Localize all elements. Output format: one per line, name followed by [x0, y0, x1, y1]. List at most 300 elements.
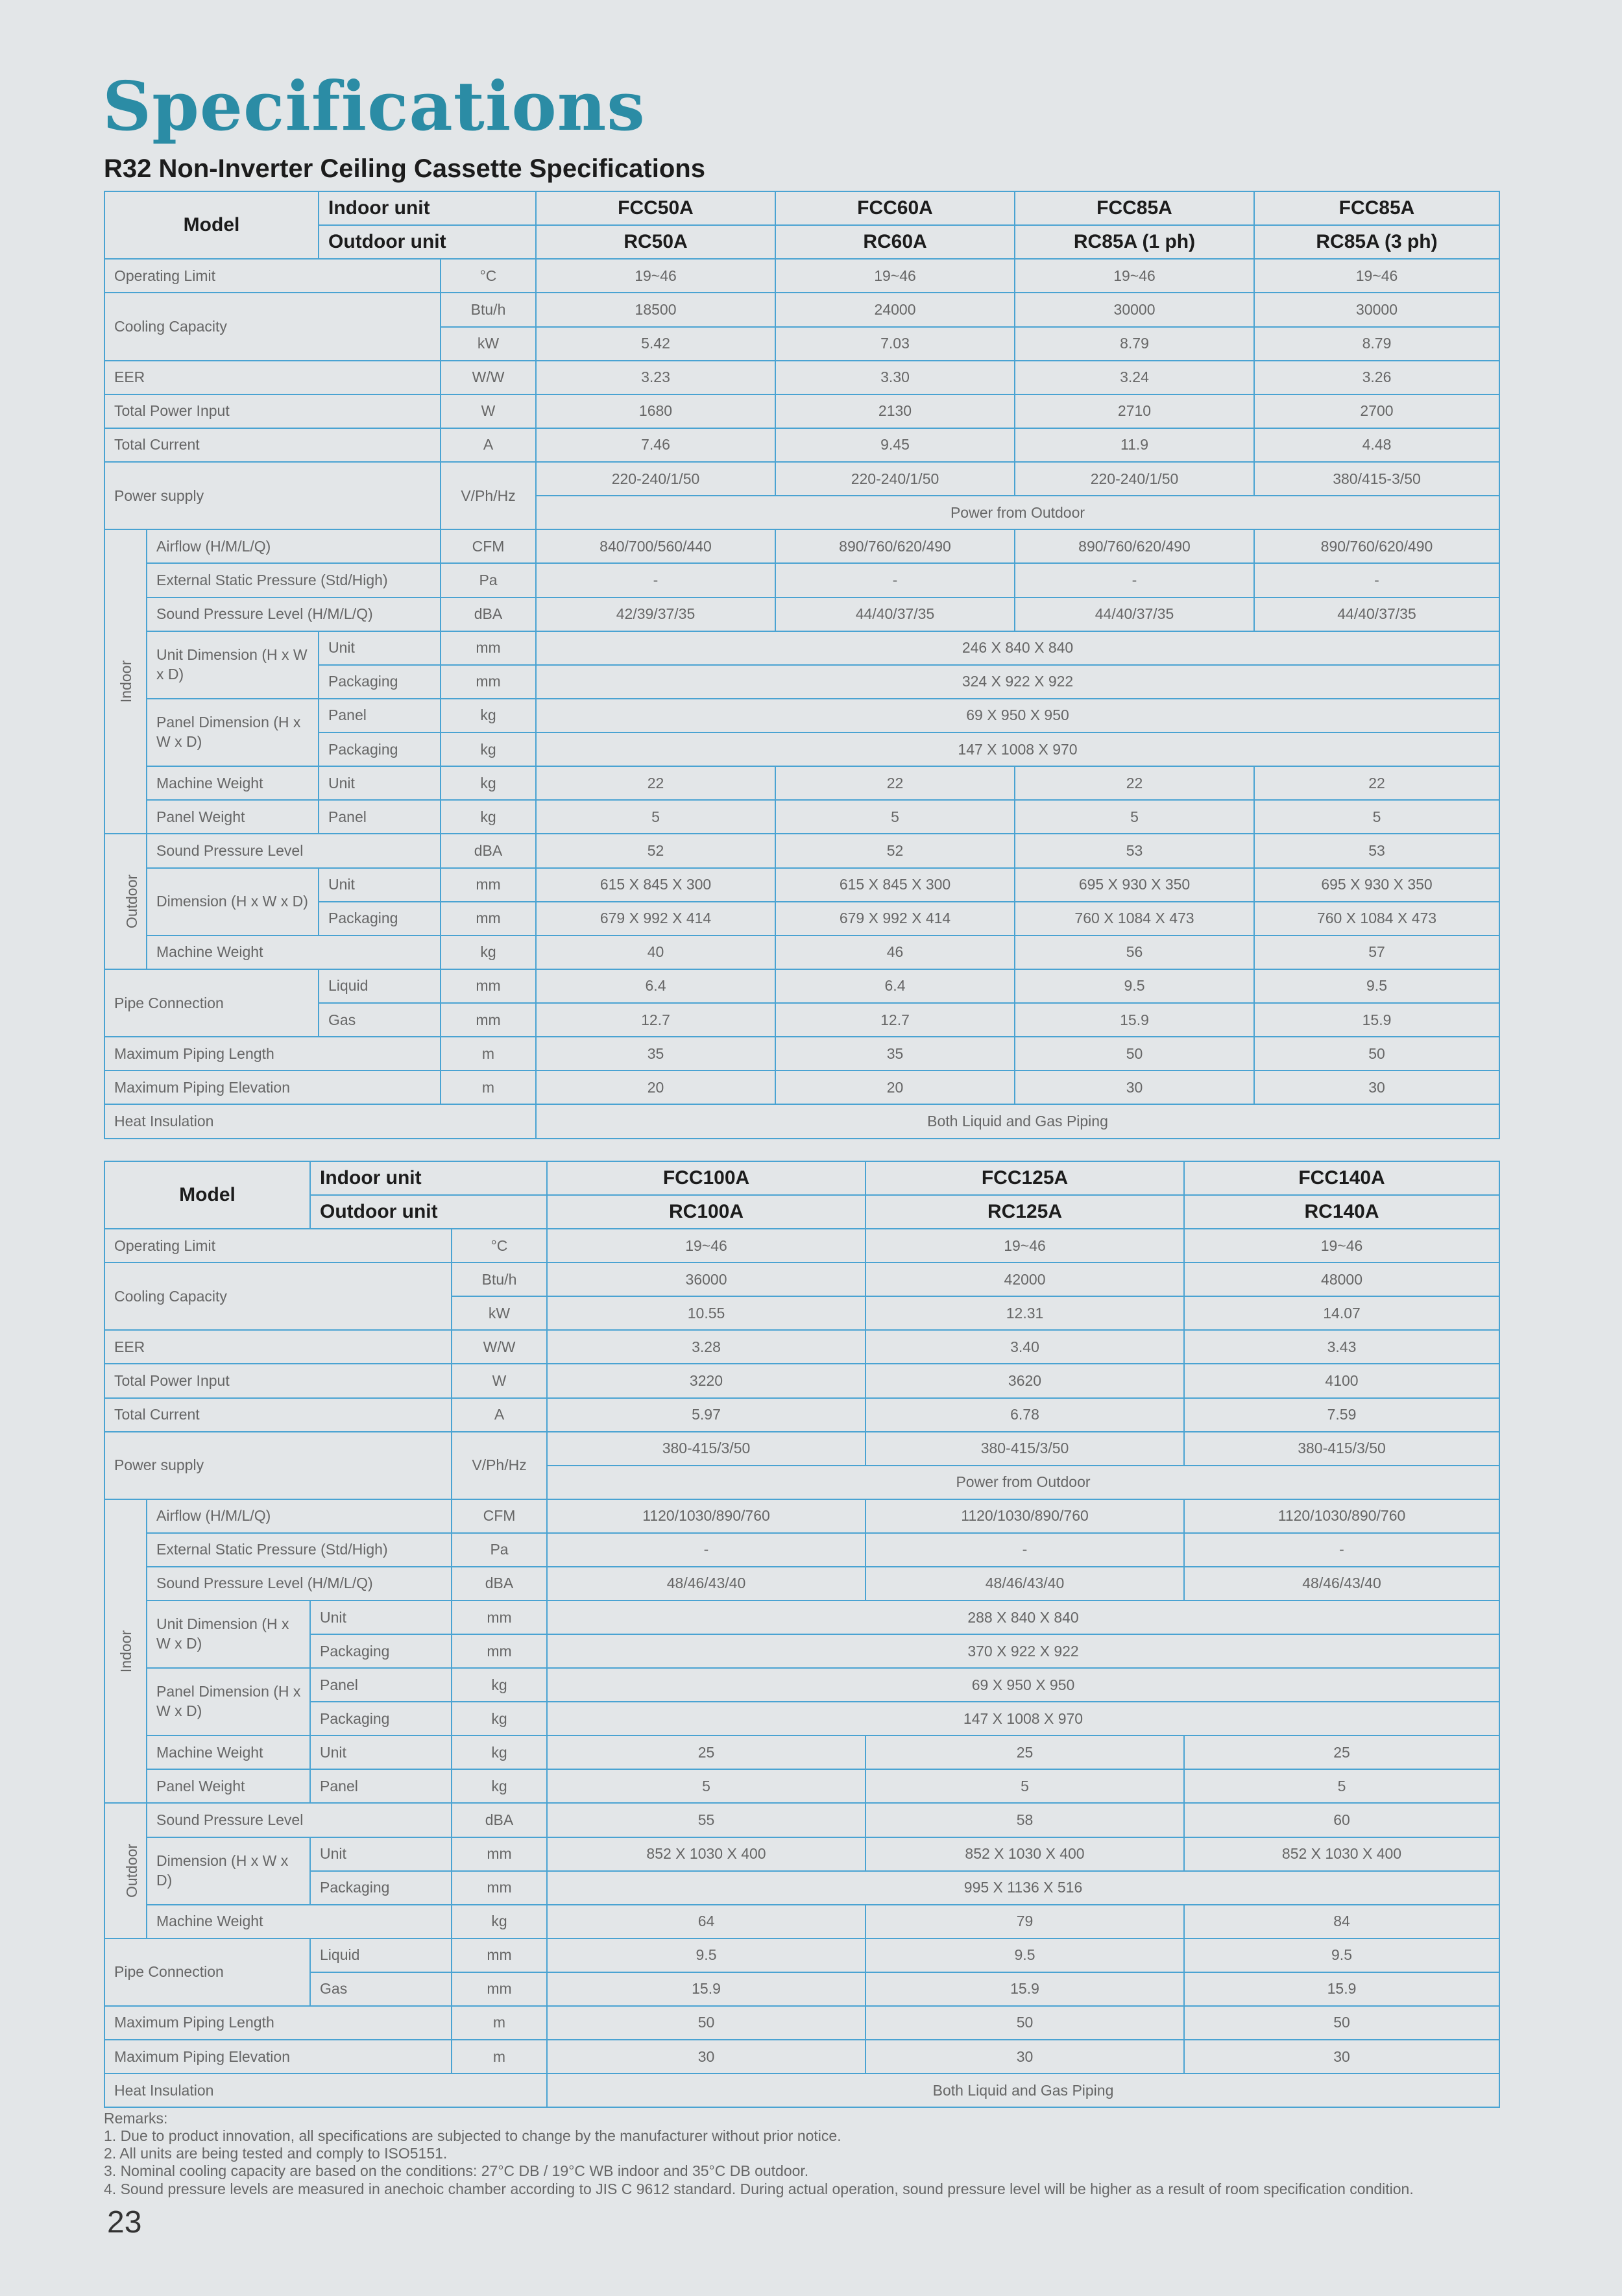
airflow-label: Airflow (H/M/L/Q) — [147, 529, 441, 563]
machine-weight-label: Machine Weight — [147, 936, 441, 969]
unit-cell: Btu/h — [441, 293, 536, 326]
row-outdoor-spl — [104, 1803, 1499, 1837]
value-cell: 1680 — [536, 394, 775, 428]
value-cell: 246 X 840 X 840 — [536, 631, 1499, 665]
row-pipe-liquid — [104, 1939, 1499, 1972]
max-piping-length-label: Maximum Piping Length — [104, 1037, 441, 1070]
unit-cell: mm — [452, 1837, 547, 1871]
value-cell: 324 X 922 X 922 — [536, 665, 1499, 699]
value-cell: 852 X 1030 X 400 — [865, 1837, 1184, 1871]
value-cell: 30 — [1184, 2040, 1499, 2073]
unit-cell: kg — [441, 800, 536, 834]
value-cell: 12.7 — [775, 1003, 1015, 1037]
spl-hmlq-label: Sound Pressure Level (H/M/L/Q) — [147, 1567, 452, 1601]
value-cell: 3.24 — [1015, 361, 1254, 394]
row-indoor-spl — [104, 598, 1499, 631]
value-cell: 380-415/3/50 — [865, 1432, 1184, 1466]
unit-cell: kg — [441, 699, 536, 732]
value-cell: 760 X 1084 X 473 — [1015, 902, 1254, 936]
row-total-current — [104, 428, 1499, 462]
value-cell: 9.5 — [1184, 1939, 1499, 1972]
value-cell: 615 X 845 X 300 — [536, 868, 775, 902]
value-cell: 9.45 — [775, 428, 1015, 462]
indoor-section-label: Indoor — [104, 1499, 147, 1804]
row-machine-weight-outdoor — [104, 1905, 1499, 1939]
unit-sub-label: Unit — [310, 1601, 452, 1634]
packaging-sub-label: Packaging — [319, 732, 441, 766]
value-cell: 50 — [547, 2006, 865, 2040]
value-cell: 48/46/43/40 — [865, 1567, 1184, 1601]
panel-sub-label: Panel — [310, 1668, 452, 1702]
pipe-connection-label: Pipe Connection — [104, 1939, 310, 2006]
unit-cell: mm — [452, 1871, 547, 1905]
row-panel-dim-panel — [104, 1668, 1499, 1702]
value-cell: 5.97 — [547, 1398, 865, 1432]
row-max-piping-elevation — [104, 1070, 1499, 1104]
unit-cell: Btu/h — [452, 1263, 547, 1296]
operating-limit-label: Operating Limit — [104, 1229, 452, 1263]
indoor-unit-label: Indoor unit — [319, 191, 536, 225]
row-panel-weight — [104, 800, 1499, 834]
pipe-connection-label: Pipe Connection — [104, 969, 319, 1037]
unit-cell: kg — [441, 936, 536, 969]
value-cell: 380/415-3/50 — [1254, 462, 1499, 496]
indoor-model-cell: FCC140A — [1184, 1161, 1499, 1195]
power-supply-label: Power supply — [104, 1432, 452, 1499]
row-unit-dim-unit — [104, 631, 1499, 665]
unit-cell: V/Ph/Hz — [452, 1432, 547, 1499]
value-cell: 3.40 — [865, 1330, 1184, 1364]
outdoor-model-cell: RC125A — [865, 1195, 1184, 1229]
value-cell: 3.23 — [536, 361, 775, 394]
row-total-power-input — [104, 394, 1499, 428]
value-cell: 7.03 — [775, 327, 1015, 361]
indoor-unit-label: Indoor unit — [310, 1161, 547, 1195]
heat-insulation-label: Heat Insulation — [104, 2073, 547, 2107]
row-eer — [104, 1330, 1499, 1364]
value-cell: 40 — [536, 936, 775, 969]
value-cell: 18500 — [536, 293, 775, 326]
value-cell: 890/760/620/490 — [775, 529, 1015, 563]
unit-cell: W — [452, 1364, 547, 1397]
value-cell: 36000 — [547, 1263, 865, 1296]
max-piping-elevation-label: Maximum Piping Elevation — [104, 2040, 452, 2073]
unit-cell: m — [441, 1037, 536, 1070]
row-indoor-model — [104, 191, 1499, 225]
liquid-sub-label: Liquid — [310, 1939, 452, 1972]
unit-cell: kW — [441, 327, 536, 361]
value-cell: 15.9 — [547, 1972, 865, 2006]
value-cell: 695 X 930 X 350 — [1254, 868, 1499, 902]
value-cell: 25 — [1184, 1735, 1499, 1769]
value-cell: 24000 — [775, 293, 1015, 326]
row-outdoor-model — [104, 1195, 1499, 1229]
value-cell: 35 — [536, 1037, 775, 1070]
outdoor-model-cell: RC85A (1 ph) — [1015, 225, 1254, 259]
value-cell: 840/700/560/440 — [536, 529, 775, 563]
unit-cell: dBA — [441, 834, 536, 867]
value-cell: 679 X 992 X 414 — [775, 902, 1015, 936]
power-supply-label: Power supply — [104, 462, 441, 529]
value-cell: 380-415/3/50 — [547, 1432, 865, 1466]
unit-cell: A — [452, 1398, 547, 1432]
packaging-sub-label: Packaging — [310, 1702, 452, 1735]
value-cell: 22 — [1254, 766, 1499, 800]
value-cell: Both Liquid and Gas Piping — [536, 1104, 1499, 1138]
dimension-label: Dimension (H x W x D) — [147, 1837, 310, 1905]
value-cell: 50 — [865, 2006, 1184, 2040]
value-cell: 19~46 — [536, 259, 775, 293]
value-cell: 30 — [1015, 1070, 1254, 1104]
total-current-label: Total Current — [104, 428, 441, 462]
value-cell: 19~46 — [1254, 259, 1499, 293]
value-cell: 14.07 — [1184, 1296, 1499, 1330]
power-supply-note: Power from Outdoor — [536, 496, 1499, 529]
row-machine-weight-outdoor — [104, 936, 1499, 969]
row-panel-dim-panel — [104, 699, 1499, 732]
value-cell: 3.26 — [1254, 361, 1499, 394]
cooling-capacity-label: Cooling Capacity — [104, 1263, 452, 1330]
value-cell: 79 — [865, 1905, 1184, 1939]
value-cell: 7.59 — [1184, 1398, 1499, 1432]
outdoor-model-cell: RC140A — [1184, 1195, 1499, 1229]
unit-cell: kg — [452, 1735, 547, 1769]
unit-cell: kg — [441, 766, 536, 800]
value-cell: 7.46 — [536, 428, 775, 462]
outdoor-model-cell: RC85A (3 ph) — [1254, 225, 1499, 259]
row-machine-weight-indoor — [104, 766, 1499, 800]
row-indoor-spl — [104, 1567, 1499, 1601]
value-cell: 890/760/620/490 — [1254, 529, 1499, 563]
value-cell: 12.31 — [865, 1296, 1184, 1330]
value-cell: - — [547, 1533, 865, 1567]
value-cell: 19~46 — [1015, 259, 1254, 293]
unit-cell: mm — [441, 665, 536, 699]
value-cell: 3.43 — [1184, 1330, 1499, 1364]
row-pipe-gas — [104, 1972, 1499, 2006]
row-power-supply — [104, 1432, 1499, 1466]
unit-cell: kg — [452, 1668, 547, 1702]
unit-cell: °C — [452, 1229, 547, 1263]
value-cell: - — [1254, 563, 1499, 597]
row-indoor-model — [104, 1161, 1499, 1195]
panel-weight-label: Panel Weight — [147, 800, 319, 834]
unit-cell: m — [441, 1070, 536, 1104]
value-cell: 220-240/1/50 — [536, 462, 775, 496]
unit-sub-label: Unit — [310, 1735, 452, 1769]
row-total-current — [104, 1398, 1499, 1432]
unit-cell: mm — [441, 902, 536, 936]
unit-cell: CFM — [452, 1499, 547, 1533]
spl-label: Sound Pressure Level — [147, 834, 441, 867]
remark-item: 2. All units are being tested and comply to ISO5151. — [104, 2145, 448, 2162]
unit-cell: mm — [452, 1601, 547, 1634]
value-cell: 19~46 — [1184, 1229, 1499, 1263]
packaging-sub-label: Packaging — [319, 902, 441, 936]
row-outdoor-dim-unit — [104, 1837, 1499, 1871]
gas-sub-label: Gas — [319, 1003, 441, 1037]
value-cell: 852 X 1030 X 400 — [1184, 1837, 1499, 1871]
outdoor-unit-label: Outdoor unit — [319, 225, 536, 259]
remarks-heading: Remarks: — [104, 2110, 168, 2127]
value-cell: 48/46/43/40 — [547, 1567, 865, 1601]
outdoor-model-cell: RC60A — [775, 225, 1015, 259]
row-eer — [104, 361, 1499, 394]
esp-label: External Static Pressure (Std/High) — [147, 1533, 452, 1567]
total-current-label: Total Current — [104, 1398, 452, 1432]
value-cell: 3220 — [547, 1364, 865, 1397]
value-cell: 30 — [547, 2040, 865, 2073]
row-cooling-btuh — [104, 1263, 1499, 1296]
total-power-input-label: Total Power Input — [104, 394, 441, 428]
row-operating-limit — [104, 1229, 1499, 1263]
airflow-label: Airflow (H/M/L/Q) — [147, 1499, 452, 1533]
spec-table-2 — [104, 1161, 1500, 2108]
value-cell: 30000 — [1254, 293, 1499, 326]
value-cell: 3.30 — [775, 361, 1015, 394]
unit-cell: W/W — [441, 361, 536, 394]
value-cell: 64 — [547, 1905, 865, 1939]
row-max-piping-length — [104, 2006, 1499, 2040]
panel-sub-label: Panel — [310, 1769, 452, 1803]
row-heat-insulation — [104, 2073, 1499, 2107]
row-esp — [104, 1533, 1499, 1567]
value-cell: 679 X 992 X 414 — [536, 902, 775, 936]
unit-dimension-label: Unit Dimension (H x W x D) — [147, 1601, 310, 1668]
value-cell: 9.5 — [1015, 969, 1254, 1003]
value-cell: 15.9 — [1015, 1003, 1254, 1037]
power-supply-note: Power from Outdoor — [547, 1466, 1499, 1499]
value-cell: 4.48 — [1254, 428, 1499, 462]
unit-cell: Pa — [452, 1533, 547, 1567]
value-cell: 8.79 — [1254, 327, 1499, 361]
value-cell: 5.42 — [536, 327, 775, 361]
row-outdoor-spl — [104, 834, 1499, 867]
row-airflow — [104, 529, 1499, 563]
indoor-model-cell: FCC125A — [865, 1161, 1184, 1195]
outdoor-section-label: Outdoor — [104, 834, 147, 969]
unit-cell: dBA — [441, 598, 536, 631]
eer-label: EER — [104, 1330, 452, 1364]
remark-item: 3. Nominal cooling capacity are based on the conditions: 27°C DB / 19°C WB indoor and 35°C DB outdoor. — [104, 2162, 809, 2180]
value-cell: 15.9 — [865, 1972, 1184, 2006]
value-cell: 48/46/43/40 — [1184, 1567, 1499, 1601]
unit-cell: mm — [452, 1634, 547, 1668]
unit-cell: kg — [452, 1702, 547, 1735]
value-cell: 53 — [1015, 834, 1254, 867]
value-cell: 22 — [536, 766, 775, 800]
packaging-sub-label: Packaging — [310, 1634, 452, 1668]
value-cell: 5 — [547, 1769, 865, 1803]
cooling-capacity-label: Cooling Capacity — [104, 293, 441, 360]
value-cell: 5 — [1254, 800, 1499, 834]
machine-weight-label: Machine Weight — [147, 1735, 310, 1769]
value-cell: 5 — [536, 800, 775, 834]
unit-cell: kW — [452, 1296, 547, 1330]
unit-cell: kg — [452, 1769, 547, 1803]
value-cell: 46 — [775, 936, 1015, 969]
unit-cell: kg — [441, 732, 536, 766]
unit-dimension-label: Unit Dimension (H x W x D) — [147, 631, 319, 699]
value-cell: 20 — [775, 1070, 1015, 1104]
unit-cell: A — [441, 428, 536, 462]
dimension-label: Dimension (H x W x D) — [147, 868, 319, 936]
value-cell: - — [865, 1533, 1184, 1567]
value-cell: 12.7 — [536, 1003, 775, 1037]
unit-cell: kg — [452, 1905, 547, 1939]
row-max-piping-elevation — [104, 2040, 1499, 2073]
value-cell: 220-240/1/50 — [775, 462, 1015, 496]
remark-item: 4. Sound pressure levels are measured in anechoic chamber according to JIS C 9612 standard. During actual operation, sound pressure level will be higher as a result of room specification condition. — [104, 2180, 1414, 2197]
row-power-supply — [104, 462, 1499, 496]
value-cell: 69 X 950 X 950 — [547, 1668, 1499, 1702]
value-cell: 44/40/37/35 — [775, 598, 1015, 631]
unit-cell: V/Ph/Hz — [441, 462, 536, 529]
page-number: 23 — [107, 2205, 142, 2240]
row-operating-limit — [104, 259, 1499, 293]
spl-label: Sound Pressure Level — [147, 1803, 452, 1837]
value-cell: 30 — [865, 2040, 1184, 2073]
panel-sub-label: Panel — [319, 800, 441, 834]
unit-cell: °C — [441, 259, 536, 293]
value-cell: 11.9 — [1015, 428, 1254, 462]
value-cell: 1120/1030/890/760 — [547, 1499, 865, 1533]
value-cell: 25 — [547, 1735, 865, 1769]
value-cell: 20 — [536, 1070, 775, 1104]
model-label: Model — [104, 1161, 310, 1229]
value-cell: 58 — [865, 1803, 1184, 1837]
value-cell: 35 — [775, 1037, 1015, 1070]
value-cell: 55 — [547, 1803, 865, 1837]
indoor-model-cell: FCC85A — [1015, 191, 1254, 225]
remarks — [104, 2110, 1414, 2198]
unit-cell: mm — [452, 1972, 547, 2006]
value-cell: 52 — [775, 834, 1015, 867]
value-cell: 57 — [1254, 936, 1499, 969]
value-cell: 53 — [1254, 834, 1499, 867]
esp-label: External Static Pressure (Std/High) — [147, 563, 441, 597]
value-cell: 615 X 845 X 300 — [775, 868, 1015, 902]
value-cell: 9.5 — [865, 1939, 1184, 1972]
value-cell: 2710 — [1015, 394, 1254, 428]
unit-sub-label: Unit — [310, 1837, 452, 1871]
unit-cell: CFM — [441, 529, 536, 563]
value-cell: 30000 — [1015, 293, 1254, 326]
heat-insulation-label: Heat Insulation — [104, 1104, 536, 1138]
unit-cell: W — [441, 394, 536, 428]
outdoor-model-cell: RC50A — [536, 225, 775, 259]
unit-cell: mm — [441, 868, 536, 902]
row-outdoor-dim-packaging — [104, 1871, 1499, 1905]
value-cell: 19~46 — [775, 259, 1015, 293]
row-airflow — [104, 1499, 1499, 1533]
value-cell: 52 — [536, 834, 775, 867]
unit-cell: dBA — [452, 1803, 547, 1837]
panel-dimension-label: Panel Dimension (H x W x D) — [147, 699, 319, 766]
value-cell: 995 X 1136 X 516 — [547, 1871, 1499, 1905]
gas-sub-label: Gas — [310, 1972, 452, 2006]
outdoor-unit-label: Outdoor unit — [310, 1195, 547, 1229]
value-cell: 147 X 1008 X 970 — [547, 1702, 1499, 1735]
row-panel-weight — [104, 1769, 1499, 1803]
value-cell: 2130 — [775, 394, 1015, 428]
value-cell: 19~46 — [865, 1229, 1184, 1263]
row-pipe-liquid — [104, 969, 1499, 1003]
value-cell: 50 — [1184, 2006, 1499, 2040]
value-cell: 50 — [1015, 1037, 1254, 1070]
spec-table-1 — [104, 191, 1500, 1139]
row-cooling-btuh — [104, 293, 1499, 326]
value-cell: 48000 — [1184, 1263, 1499, 1296]
unit-cell: mm — [441, 969, 536, 1003]
value-cell: 30 — [1254, 1070, 1499, 1104]
value-cell: 695 X 930 X 350 — [1015, 868, 1254, 902]
liquid-sub-label: Liquid — [319, 969, 441, 1003]
packaging-sub-label: Packaging — [310, 1871, 452, 1905]
value-cell: 5 — [865, 1769, 1184, 1803]
value-cell: 288 X 840 X 840 — [547, 1601, 1499, 1634]
value-cell: 6.4 — [775, 969, 1015, 1003]
value-cell: 44/40/37/35 — [1015, 598, 1254, 631]
row-heat-insulation — [104, 1104, 1499, 1138]
panel-dimension-label: Panel Dimension (H x W x D) — [147, 1668, 310, 1735]
row-panel-dim-packaging — [104, 1702, 1499, 1735]
value-cell: 5 — [1184, 1769, 1499, 1803]
row-unit-dim-unit — [104, 1601, 1499, 1634]
value-cell: 3620 — [865, 1364, 1184, 1397]
unit-cell: W/W — [452, 1330, 547, 1364]
unit-cell: mm — [452, 1939, 547, 1972]
panel-sub-label: Panel — [319, 699, 441, 732]
value-cell: 84 — [1184, 1905, 1499, 1939]
value-cell: 22 — [1015, 766, 1254, 800]
unit-cell: mm — [441, 1003, 536, 1037]
value-cell: 44/40/37/35 — [1254, 598, 1499, 631]
page-subtitle: R32 Non-Inverter Ceiling Cassette Specifications — [104, 154, 705, 183]
machine-weight-label: Machine Weight — [147, 1905, 452, 1939]
value-cell: 3.28 — [547, 1330, 865, 1364]
value-cell: 22 — [775, 766, 1015, 800]
outdoor-model-cell: RC100A — [547, 1195, 865, 1229]
value-cell: 10.55 — [547, 1296, 865, 1330]
value-cell: 6.78 — [865, 1398, 1184, 1432]
unit-sub-label: Unit — [319, 631, 441, 665]
value-cell: 42000 — [865, 1263, 1184, 1296]
value-cell: 69 X 950 X 950 — [536, 699, 1499, 732]
indoor-section-label: Indoor — [104, 529, 147, 834]
value-cell: 760 X 1084 X 473 — [1254, 902, 1499, 936]
max-piping-elevation-label: Maximum Piping Elevation — [104, 1070, 441, 1104]
value-cell: 220-240/1/50 — [1015, 462, 1254, 496]
value-cell: 1120/1030/890/760 — [865, 1499, 1184, 1533]
machine-weight-label: Machine Weight — [147, 766, 319, 800]
value-cell: 890/760/620/490 — [1015, 529, 1254, 563]
value-cell: 5 — [1015, 800, 1254, 834]
value-cell: 4100 — [1184, 1364, 1499, 1397]
value-cell: 15.9 — [1184, 1972, 1499, 2006]
value-cell: Both Liquid and Gas Piping — [547, 2073, 1499, 2107]
indoor-model-cell: FCC100A — [547, 1161, 865, 1195]
row-total-power-input — [104, 1364, 1499, 1397]
page-title: Specifications — [103, 66, 646, 146]
value-cell: 2700 — [1254, 394, 1499, 428]
unit-cell: dBA — [452, 1567, 547, 1601]
value-cell: 60 — [1184, 1803, 1499, 1837]
value-cell: 56 — [1015, 936, 1254, 969]
max-piping-length-label: Maximum Piping Length — [104, 2006, 452, 2040]
value-cell: 15.9 — [1254, 1003, 1499, 1037]
value-cell: 147 X 1008 X 970 — [536, 732, 1499, 766]
